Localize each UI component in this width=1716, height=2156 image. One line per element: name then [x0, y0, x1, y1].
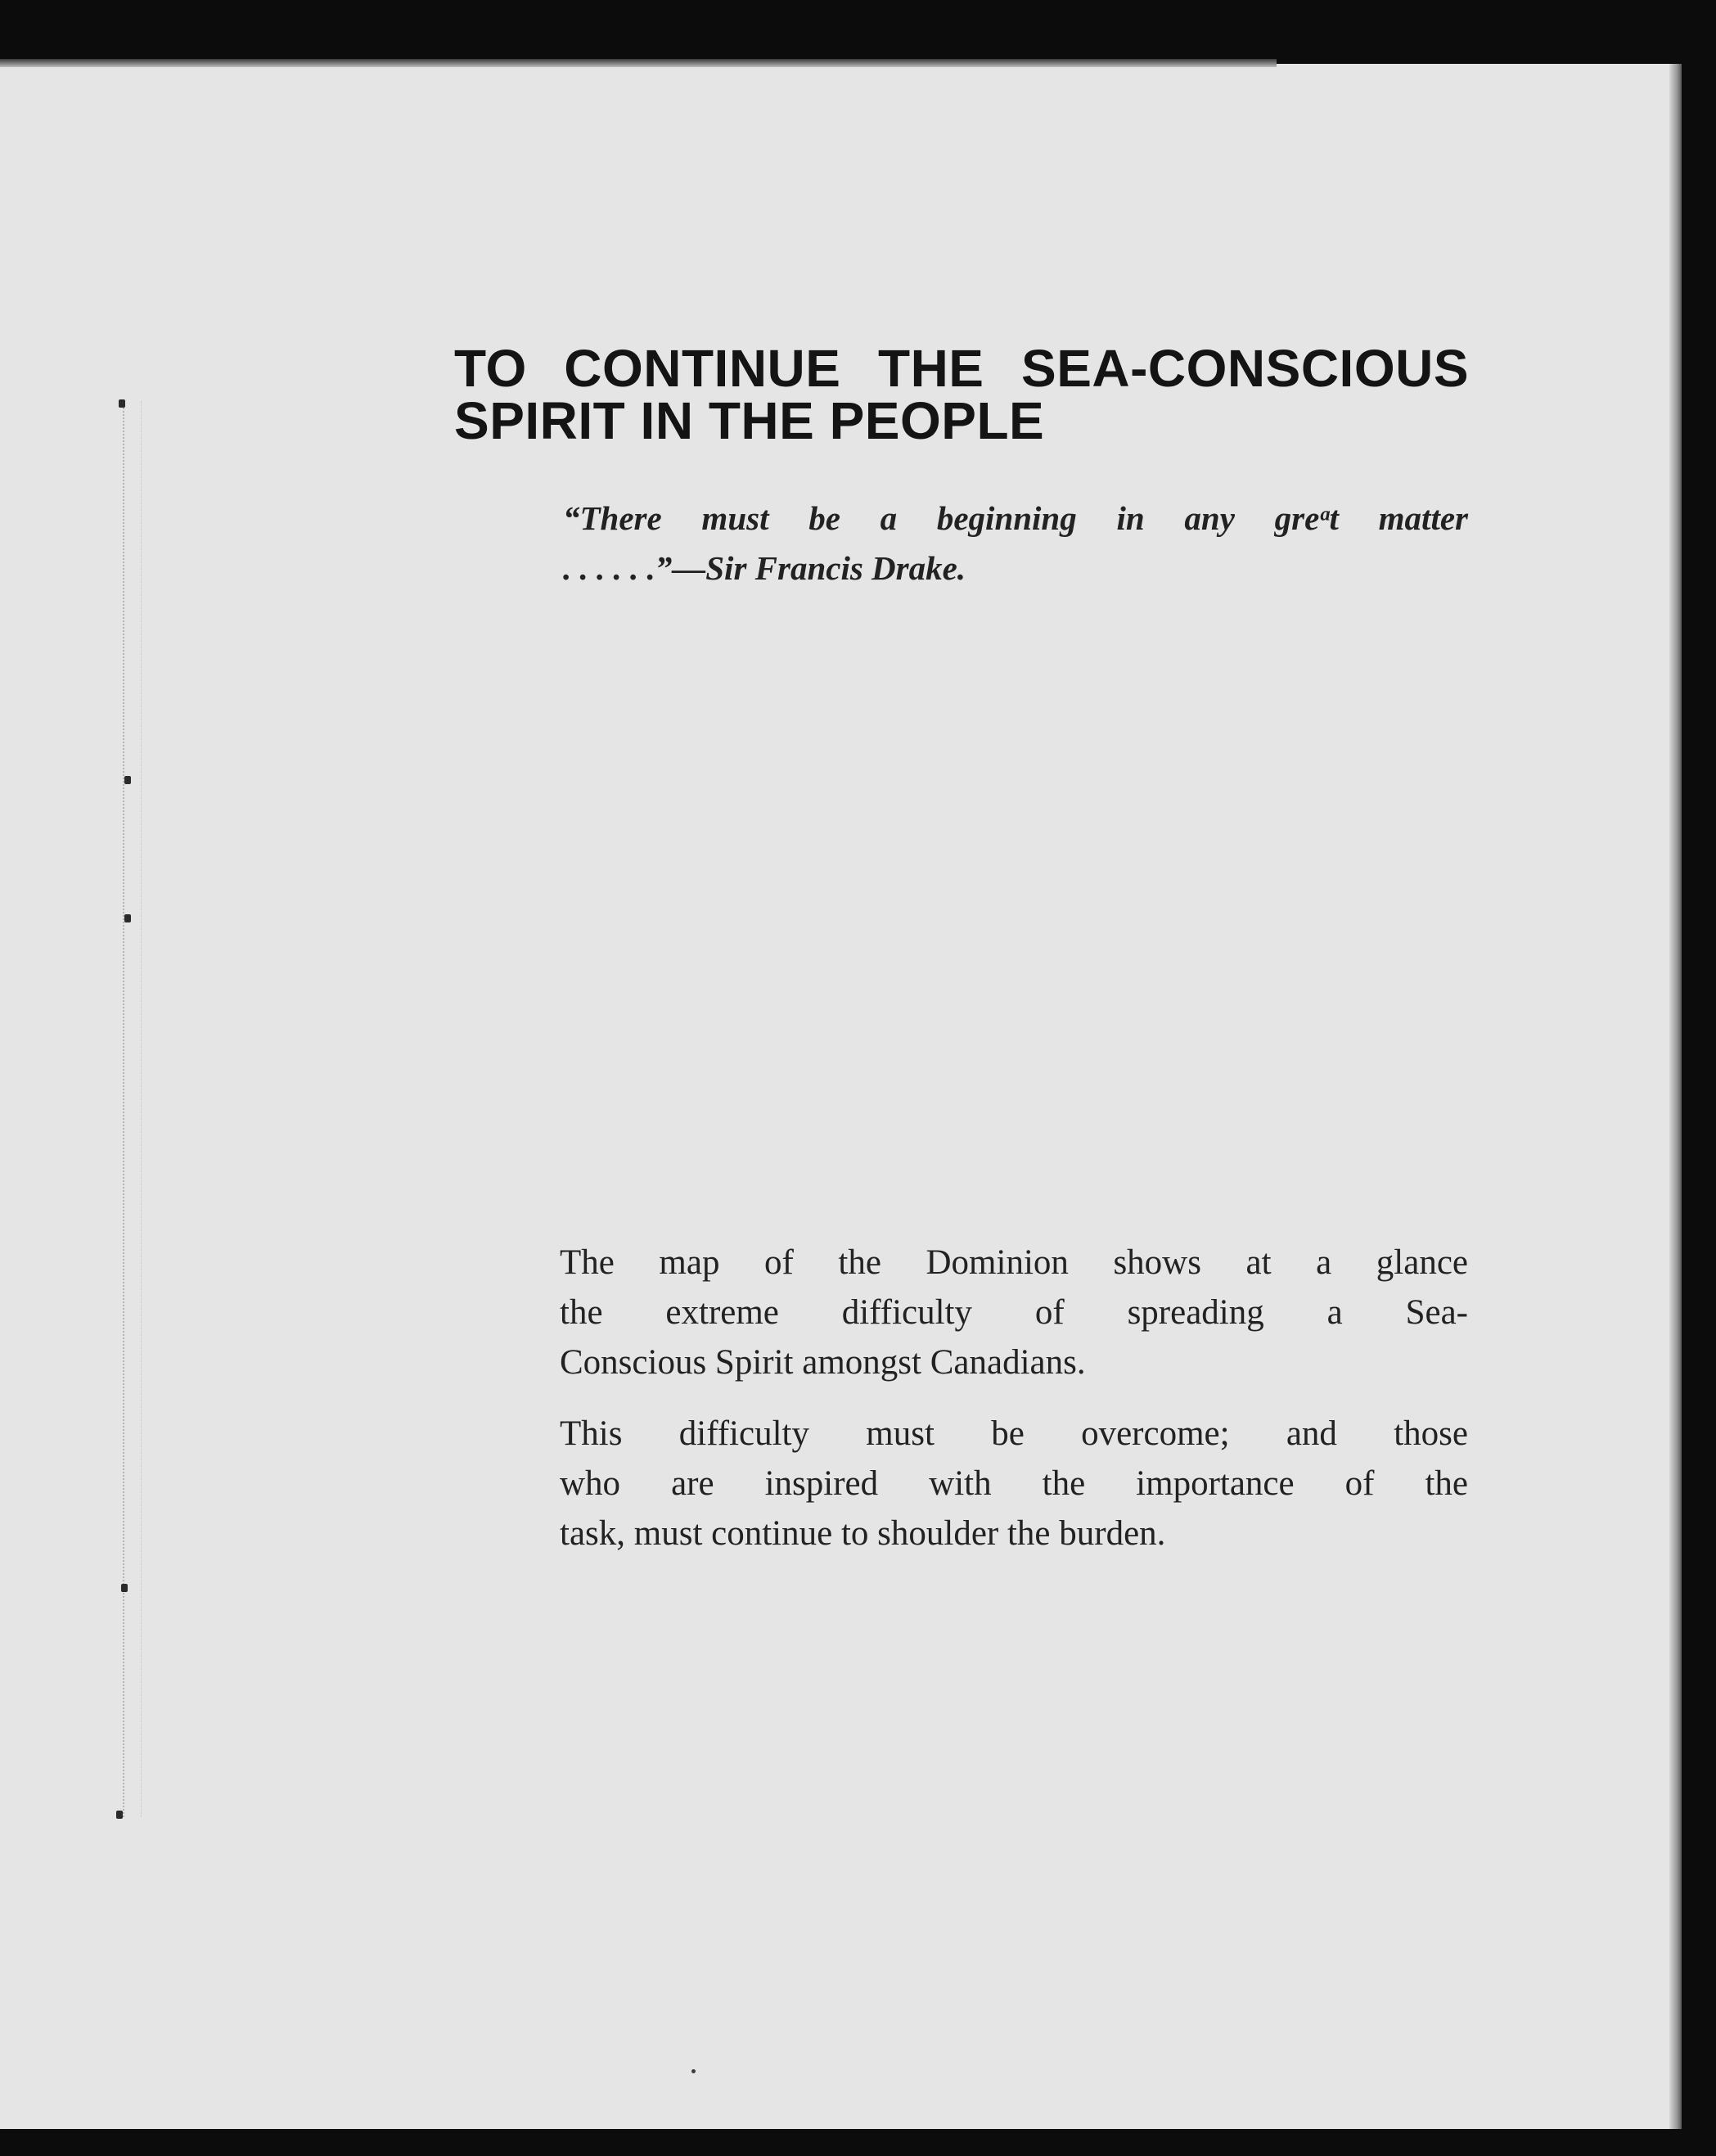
heading-line: SPIRIT IN THE PEOPLE — [454, 391, 1045, 450]
paragraph-line: The map of the Dominion shows at a glance — [560, 1243, 1468, 1282]
binding-mark — [124, 914, 131, 922]
heading-line: TO CONTINUE THE SEA-CONSCIOUS — [454, 339, 1469, 398]
page-top-edge — [0, 59, 1277, 67]
binding-mark — [124, 776, 131, 784]
binding-stitch-line — [123, 401, 142, 1817]
body-text — [560, 1238, 1468, 1580]
paragraph-line: This difficulty must be overcome; and those — [560, 1414, 1468, 1453]
page-heading — [454, 339, 1469, 450]
epigraph-line: “There must be a beginning in any greᵃt matter — [563, 499, 1468, 537]
paragraph-line: who are inspired with the importance of the — [560, 1464, 1468, 1503]
paragraph — [560, 1409, 1468, 1558]
binding-mark — [116, 1811, 123, 1819]
paragraph-line: the extreme difficulty of spreading a Sea- — [560, 1293, 1468, 1332]
page-right-edge — [1669, 64, 1682, 2129]
paragraph-line: task, must continue to shoulder the burden. — [560, 1514, 1166, 1553]
epigraph-quote — [563, 494, 1468, 593]
paragraph-line: Conscious Spirit amongst Canadians. — [560, 1343, 1086, 1382]
binding-mark — [119, 399, 125, 408]
paragraph — [560, 1238, 1468, 1387]
binding-mark — [121, 1584, 128, 1592]
dust-speck — [691, 2069, 696, 2073]
epigraph-attribution: . . . . . .”—Sir Francis Drake. — [563, 549, 966, 587]
